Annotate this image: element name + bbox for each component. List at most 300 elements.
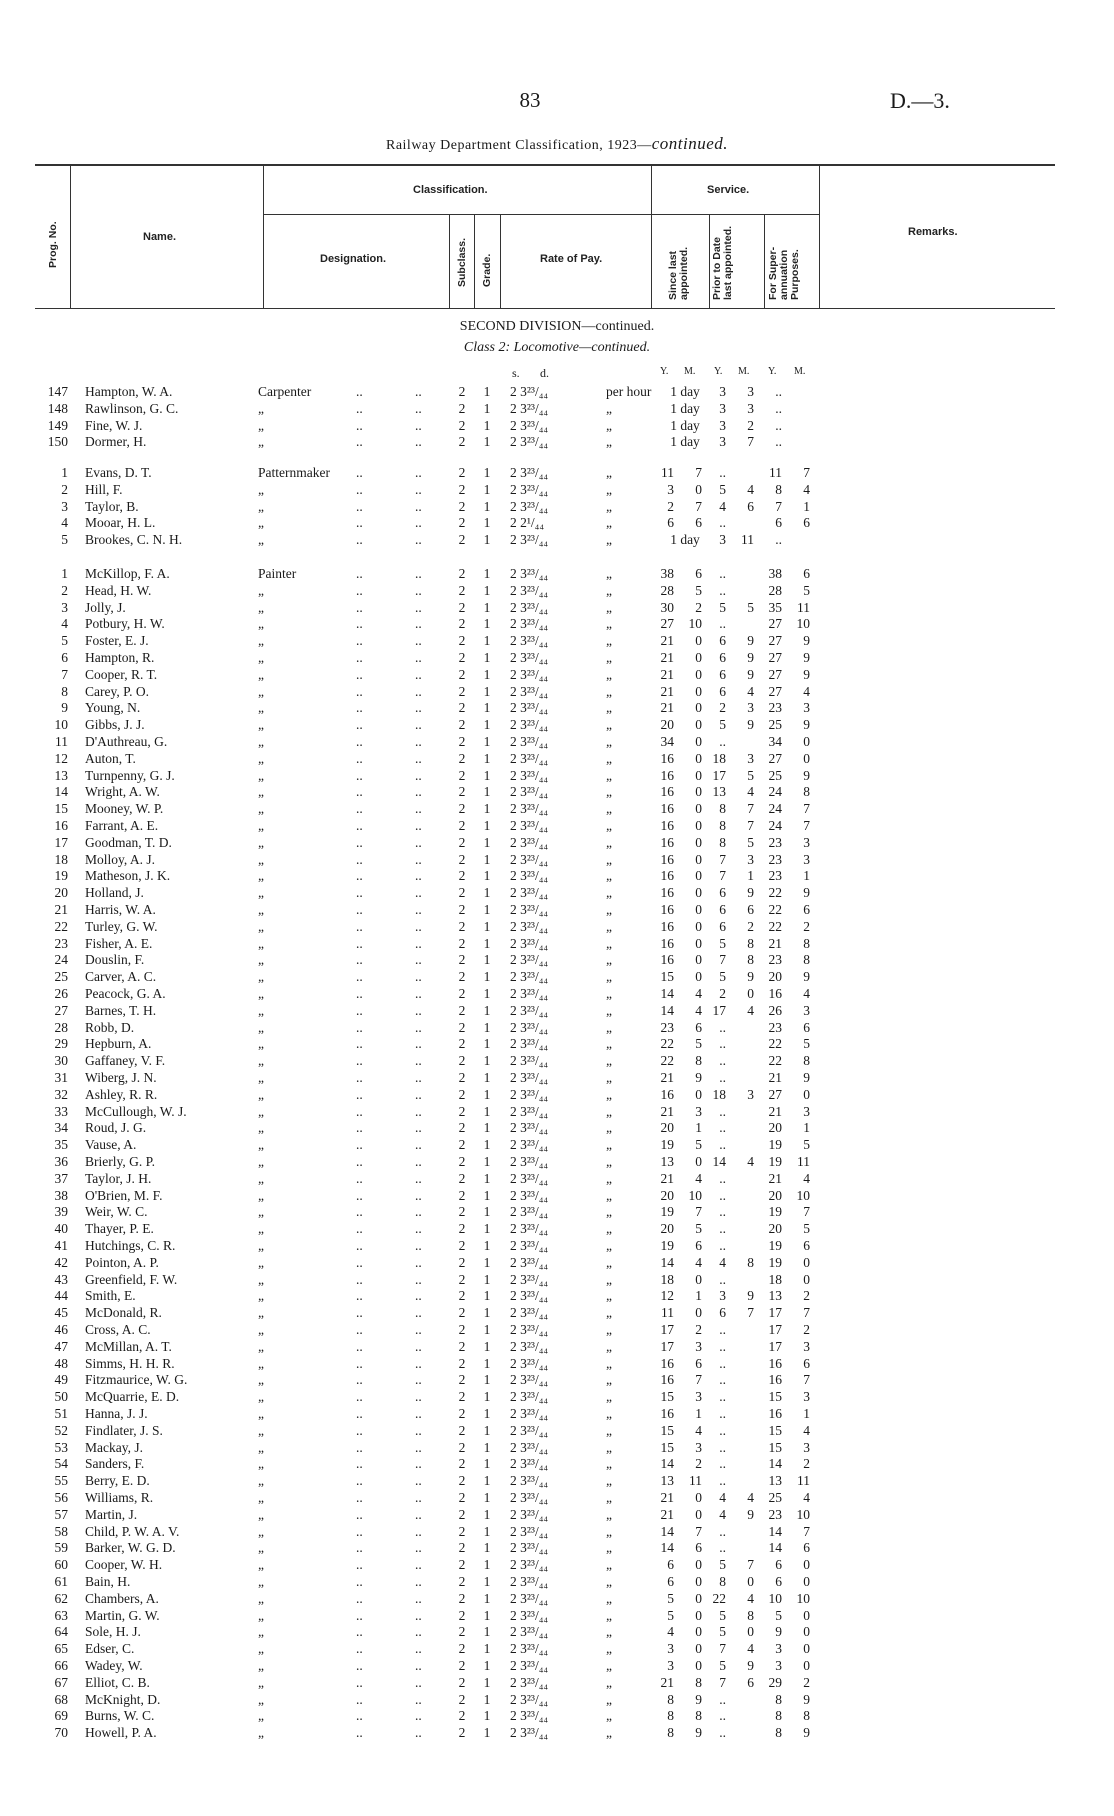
super-years-cell: 35 <box>768 599 782 615</box>
prog-no-cell: 63 <box>54 1607 68 1623</box>
prior-years-cell: .. <box>719 1103 726 1119</box>
rate-cell: 2 3²³/₄₄ <box>510 1103 549 1119</box>
subclass-cell: 2 <box>458 767 466 783</box>
since-years-cell: 11 <box>661 1305 674 1321</box>
designation-cell: „ <box>258 417 264 433</box>
prog-no-cell: 4 <box>61 616 68 632</box>
since-years-cell: 19 <box>660 1137 674 1153</box>
leader-dots: .. <box>415 1271 422 1287</box>
designation-cell: „ <box>258 1154 264 1169</box>
since-years-cell: 17 <box>660 1322 674 1337</box>
designation-cell: „ <box>258 1187 264 1203</box>
designation-cell: „ <box>258 1590 264 1606</box>
name-cell: McCullough, W. J. <box>85 1103 187 1119</box>
table-row <box>0 750 1114 767</box>
leader-dots: .. <box>356 1288 363 1304</box>
prog-no-cell: 43 <box>54 1271 68 1287</box>
name-cell: Head, H. W. <box>85 582 152 598</box>
name-cell: Turnpenny, G. J. <box>85 767 175 783</box>
table-row <box>0 632 1114 649</box>
since-years-cell: 11 <box>661 465 674 480</box>
grade-cell: 1 <box>483 851 491 867</box>
table-row <box>0 1573 1114 1590</box>
table-row <box>0 1136 1114 1153</box>
prior-months-cell: 9 <box>747 666 754 682</box>
since-months-cell: 6 <box>695 1355 702 1371</box>
super-years-cell: 24 <box>768 801 782 817</box>
designation-cell: „ <box>258 633 264 649</box>
since-months-cell: 3 <box>695 1389 702 1405</box>
leader-dots: .. <box>415 1372 422 1388</box>
name-cell: Harris, W. A. <box>85 902 156 917</box>
rate-cell: 2 2¹/₄₄ <box>510 515 545 531</box>
designation-cell: „ <box>258 1254 264 1270</box>
prior-years-cell: .. <box>719 1540 726 1556</box>
prior-years-cell: .. <box>719 1204 726 1220</box>
prior-months-cell: 9 <box>747 885 754 901</box>
prog-no-cell: 18 <box>54 851 68 867</box>
rate-cell: 2 3²³/₄₄ <box>510 1439 549 1455</box>
super-years-cell: 21 <box>768 935 782 951</box>
super-years-cell: 8 <box>775 1708 782 1724</box>
since-months-cell: 7 <box>695 1204 702 1220</box>
designation-cell: „ <box>258 1372 264 1388</box>
subclass-cell: 2 <box>458 868 466 884</box>
rate-cell: 2 3²³/₄₄ <box>510 1708 549 1724</box>
since-months-cell: 0 <box>695 717 702 733</box>
grade-cell: 1 <box>483 1540 491 1556</box>
subclass-cell: 2 <box>458 1490 466 1505</box>
super-months-cell: 1 <box>803 1120 810 1136</box>
prior-months-cell: 9 <box>747 1658 754 1673</box>
super-months-cell: 4 <box>803 481 810 497</box>
name-cell: Berry, E. D. <box>85 1473 150 1489</box>
super-years-cell: 27 <box>768 666 782 682</box>
prog-no-cell: 3 <box>61 498 68 514</box>
prior-years-cell: 22 <box>712 1590 726 1606</box>
leader-dots: .. <box>356 1086 363 1102</box>
leader-dots: .. <box>415 784 422 800</box>
designation-cell: „ <box>258 851 264 867</box>
since-months-cell: 7 <box>695 1372 702 1388</box>
super-months-cell: 0 <box>803 750 810 766</box>
rate-cell: 2 3²³/₄₄ <box>510 683 549 699</box>
section-class <box>0 340 1114 356</box>
name-cell: Cooper, R. T. <box>85 666 158 682</box>
header-prior-to-date <box>712 220 734 300</box>
prior-months-cell: 9 <box>747 1288 754 1304</box>
name-cell: Howell, P. A. <box>85 1725 157 1741</box>
table-row <box>0 1271 1114 1288</box>
grade-cell: 1 <box>483 1456 491 1472</box>
subclass-cell: 2 <box>458 986 466 1001</box>
rate-unit-cell: „ <box>606 986 612 1001</box>
grade-cell: 1 <box>483 1422 491 1438</box>
since-months-cell: 0 <box>695 885 702 901</box>
leader-dots: .. <box>356 465 363 480</box>
leader-dots: .. <box>356 818 363 833</box>
grade-cell: 1 <box>483 1372 491 1388</box>
table-row <box>0 1657 1114 1674</box>
since-years-cell: 21 <box>660 633 674 649</box>
since-years-cell: 14 <box>660 1456 674 1472</box>
prior-months-cell: 3 <box>747 1086 754 1102</box>
table-row <box>0 699 1114 716</box>
subclass-cell: 2 <box>458 1271 466 1287</box>
prog-no-cell: 66 <box>54 1658 68 1673</box>
rate-cell: 2 3²³/₄₄ <box>510 952 549 968</box>
super-years-cell: 38 <box>768 566 782 581</box>
designation-cell: „ <box>258 1674 264 1690</box>
prog-no-cell: 8 <box>61 683 68 699</box>
super-months-cell: 0 <box>803 1658 810 1673</box>
leader-dots: .. <box>415 515 422 531</box>
leader-dots: .. <box>415 1036 422 1052</box>
designation-cell: „ <box>258 683 264 699</box>
leader-dots: .. <box>415 1120 422 1136</box>
grade-cell: 1 <box>483 1557 491 1573</box>
subclass-cell: 2 <box>458 616 466 632</box>
rate-cell: 2 3²³/₄₄ <box>510 750 549 766</box>
subclass-cell: 2 <box>458 952 466 968</box>
title-suffix: continued. <box>651 134 729 153</box>
super-months-cell: 4 <box>803 1490 810 1505</box>
since-years-cell: 16 <box>660 1406 674 1421</box>
super-years-cell: 20 <box>768 1221 782 1237</box>
prog-no-cell: 37 <box>54 1170 68 1186</box>
rate-cell: 2 3²³/₄₄ <box>510 1456 549 1472</box>
prior-months-cell: 3 <box>747 851 754 867</box>
since-years-cell: 21 <box>660 700 674 716</box>
leader-dots: .. <box>356 400 363 416</box>
rate-unit-cell: „ <box>606 1624 612 1640</box>
prog-no-cell: 51 <box>54 1406 68 1421</box>
subclass-cell: 2 <box>458 1036 466 1052</box>
prior-months-cell: 1 <box>747 868 754 884</box>
prog-no-cell: 20 <box>54 885 68 901</box>
leader-dots: .. <box>356 1053 363 1069</box>
rate-unit-cell: „ <box>606 1170 612 1186</box>
rate-cell: 2 3²³/₄₄ <box>510 1590 549 1606</box>
leader-dots: .. <box>415 1355 422 1371</box>
leader-dots: .. <box>415 384 422 399</box>
rate-cell: 2 3²³/₄₄ <box>510 599 549 615</box>
leader-dots: .. <box>415 1422 422 1438</box>
since-years-cell: 2 <box>667 498 674 514</box>
leader-dots: .. <box>356 1708 363 1724</box>
rate-unit-cell: „ <box>606 717 612 733</box>
rate-cell: 2 3²³/₄₄ <box>510 1557 549 1573</box>
prog-no-cell: 48 <box>54 1355 68 1371</box>
since-months-cell: 0 <box>695 767 702 783</box>
prior-years-cell: .. <box>719 616 726 632</box>
prior-years-cell: 5 <box>719 599 726 615</box>
prog-no-cell: 60 <box>54 1557 68 1573</box>
prior-years-cell: 8 <box>719 834 726 850</box>
table-row <box>0 1287 1114 1304</box>
rate-cell: 2 3²³/₄₄ <box>510 1002 549 1018</box>
grade-cell: 1 <box>483 1725 491 1741</box>
super-years-cell: 20 <box>768 1120 782 1136</box>
prior-months-cell: 3 <box>747 400 754 416</box>
leader-dots: .. <box>415 734 422 749</box>
since-years-cell: 13 <box>660 1154 674 1169</box>
table-row <box>0 1640 1114 1657</box>
grade-cell: 1 <box>483 599 491 615</box>
page-number: 83 <box>519 88 541 112</box>
since-years-cell: 16 <box>660 851 674 867</box>
prior-years-cell: 8 <box>719 1574 726 1589</box>
super-months-cell: 10 <box>796 616 810 632</box>
prior-years-cell: .. <box>719 1338 726 1354</box>
rate-unit-cell: „ <box>606 1590 612 1606</box>
prior-months-cell: 2 <box>747 918 754 934</box>
subclass-cell: 2 <box>458 1322 466 1337</box>
prior-years-cell: .. <box>719 1238 726 1253</box>
rate-unit-cell: „ <box>606 767 612 783</box>
designation-cell: „ <box>258 616 264 632</box>
prior-years-cell: .. <box>719 1372 726 1388</box>
grade-cell: 1 <box>483 1154 491 1169</box>
name-cell: Evans, D. T. <box>85 465 152 480</box>
name-cell: Hepburn, A. <box>85 1036 152 1052</box>
super-years-cell: 24 <box>768 784 782 800</box>
leader-dots: .. <box>415 616 422 632</box>
rate-unit-cell: „ <box>606 902 612 917</box>
prog-no-cell: 54 <box>54 1456 68 1472</box>
table-row <box>0 1254 1114 1271</box>
super-years-cell: 26 <box>768 1002 782 1018</box>
prior-years-cell: 6 <box>719 902 726 917</box>
since-months-cell: 3 <box>695 1338 702 1354</box>
designation-cell: „ <box>258 1540 264 1556</box>
header-prog-no: Prog. No. <box>47 221 59 268</box>
rate-unit-cell: „ <box>606 700 612 716</box>
rate-unit-cell: „ <box>606 1187 612 1203</box>
rate-cell: 2 3²³/₄₄ <box>510 1221 549 1237</box>
name-cell: Holland, J. <box>85 885 144 901</box>
rate-unit-cell: „ <box>606 1305 612 1321</box>
leader-dots: .. <box>356 683 363 699</box>
since-months-cell: 7 <box>695 1523 702 1539</box>
prior-years-cell: .. <box>719 1271 726 1287</box>
rate-cell: 2 3²³/₄₄ <box>510 851 549 867</box>
leader-dots: .. <box>415 1691 422 1707</box>
super-months-cell: 8 <box>803 1708 810 1724</box>
table-row <box>0 783 1114 800</box>
name-cell: Young, N. <box>85 700 141 716</box>
since-years-cell: 12 <box>660 1288 674 1304</box>
grade-cell: 1 <box>483 400 491 416</box>
subclass-cell: 2 <box>458 1658 466 1673</box>
header-divider <box>709 214 710 308</box>
rate-unit-cell: „ <box>606 1036 612 1052</box>
prog-no-cell: 10 <box>54 717 68 733</box>
subclass-cell: 2 <box>458 582 466 598</box>
since-years-cell: 16 <box>660 1086 674 1102</box>
prog-no-cell: 64 <box>54 1624 68 1640</box>
table-row <box>0 1691 1114 1708</box>
prior-months-cell: 4 <box>747 1154 754 1169</box>
rate-cell: 2 3²³/₄₄ <box>510 734 549 749</box>
grade-cell: 1 <box>483 481 491 497</box>
leader-dots: .. <box>356 734 363 749</box>
prior-years-cell: 4 <box>719 1490 726 1505</box>
name-cell: Child, P. W. A. V. <box>85 1523 180 1539</box>
table-row <box>0 1035 1114 1052</box>
prog-no-cell: 49 <box>54 1372 68 1388</box>
prog-no-cell: 3 <box>61 599 68 615</box>
leader-dots: .. <box>415 918 422 934</box>
grade-cell: 1 <box>483 1490 491 1505</box>
grade-cell: 1 <box>483 498 491 514</box>
leader-dots: .. <box>415 1338 422 1354</box>
grade-cell: 1 <box>483 1221 491 1237</box>
super-months-cell: 4 <box>803 1170 810 1186</box>
since-years-cell: 15 <box>660 1389 674 1405</box>
designation-cell: „ <box>258 935 264 951</box>
subclass-cell: 2 <box>458 1238 466 1253</box>
super-months-cell: 4 <box>803 683 810 699</box>
rate-cell: 2 3²³/₄₄ <box>510 885 549 901</box>
since-months-cell: 5 <box>695 1221 702 1237</box>
designation-cell: „ <box>258 801 264 817</box>
leader-dots: .. <box>415 465 422 480</box>
grade-cell: 1 <box>483 1019 491 1035</box>
prog-no-cell: 57 <box>54 1506 68 1522</box>
since-years-cell: 4 <box>667 1624 674 1640</box>
super-months-cell: 3 <box>803 1338 810 1354</box>
super-years-cell: 15 <box>768 1389 782 1405</box>
rate-cell: 2 3²³/₄₄ <box>510 1406 549 1421</box>
leader-dots: .. <box>415 717 422 733</box>
header-subclass: Subclass. <box>456 237 468 287</box>
rate-cell: 2 3²³/₄₄ <box>510 717 549 733</box>
super-months-cell: 1 <box>803 498 810 514</box>
rate-cell: 2 3²³/₄₄ <box>510 1187 549 1203</box>
prior-months-cell: 8 <box>747 935 754 951</box>
leader-dots: .. <box>415 1674 422 1690</box>
name-cell: Jolly, J. <box>85 599 126 615</box>
leader-dots: .. <box>356 417 363 433</box>
name-cell: Gibbs, J. J. <box>85 717 145 733</box>
rate-unit-cell: „ <box>606 851 612 867</box>
table-row <box>0 1002 1114 1019</box>
prog-no-cell: 15 <box>54 801 68 817</box>
grade-cell: 1 <box>483 1338 491 1354</box>
since-months-cell: 3 <box>695 1439 702 1455</box>
prior-months-cell: 0 <box>747 986 754 1001</box>
since-appointed-cell: 1 day <box>670 434 700 450</box>
unit-shillings: s. <box>512 366 520 380</box>
subclass-cell: 2 <box>458 1154 466 1169</box>
leader-dots: .. <box>415 834 422 850</box>
since-months-cell: 11 <box>689 1473 702 1489</box>
grade-cell: 1 <box>483 1691 491 1707</box>
rate-cell: 2 3²³/₄₄ <box>510 918 549 934</box>
designation-cell: „ <box>258 1473 264 1489</box>
since-years-cell: 21 <box>660 666 674 682</box>
designation-cell: „ <box>258 1036 264 1052</box>
rate-cell: 2 3²³/₄₄ <box>510 1490 549 1505</box>
since-years-cell: 18 <box>660 1271 674 1287</box>
rate-cell: 2 3²³/₄₄ <box>510 1691 549 1707</box>
designation-cell: „ <box>258 1389 264 1405</box>
grade-cell: 1 <box>483 801 491 817</box>
subclass-cell: 2 <box>458 1523 466 1539</box>
super-years-cell: 14 <box>768 1523 782 1539</box>
table-row <box>0 1539 1114 1556</box>
table-row <box>0 433 1114 450</box>
leader-dots: .. <box>356 1674 363 1690</box>
designation-cell: „ <box>258 784 264 800</box>
table-row <box>0 1237 1114 1254</box>
table-row <box>0 1187 1114 1204</box>
leader-dots: .. <box>415 1288 422 1304</box>
prior-years-cell: .. <box>719 1473 726 1489</box>
since-years-cell: 22 <box>660 1036 674 1052</box>
name-cell: Mooney, W. P. <box>85 801 164 817</box>
since-years-cell: 21 <box>660 650 674 665</box>
super-months-cell: 6 <box>803 515 810 531</box>
rate-cell: 2 3²³/₄₄ <box>510 481 549 497</box>
rate-unit-cell: „ <box>606 1708 612 1724</box>
name-cell: McQuarrie, E. D. <box>85 1389 180 1405</box>
prior-years-cell: 7 <box>719 1641 726 1657</box>
super-years-cell: 10 <box>768 1590 782 1606</box>
prior-years-cell: 4 <box>719 1506 726 1522</box>
super-months-cell: 1 <box>803 1406 810 1421</box>
super-months-cell: 2 <box>803 1322 810 1337</box>
subclass-cell: 2 <box>458 902 466 917</box>
rate-unit-cell: „ <box>606 784 612 800</box>
grade-cell: 1 <box>483 1389 491 1405</box>
super-years-cell: 8 <box>775 481 782 497</box>
designation-cell: „ <box>258 717 264 733</box>
table-row <box>0 1052 1114 1069</box>
name-cell: Wiberg, J. N. <box>85 1070 157 1085</box>
rate-unit-cell: „ <box>606 1204 612 1220</box>
subclass-cell: 2 <box>458 1086 466 1102</box>
header-service: Service. <box>707 184 750 196</box>
super-months-cell: 10 <box>796 1506 810 1522</box>
rate-unit-cell: „ <box>606 1221 612 1237</box>
designation-cell: „ <box>258 1406 264 1421</box>
rate-unit-cell: „ <box>606 1658 612 1673</box>
subclass-cell: 2 <box>458 918 466 934</box>
leader-dots: .. <box>356 1641 363 1657</box>
subclass-cell: 2 <box>458 1002 466 1018</box>
name-cell: Carey, P. O. <box>85 683 149 699</box>
leader-dots: .. <box>415 1624 422 1640</box>
since-years-cell: 16 <box>660 750 674 766</box>
super-months-cell: 4 <box>803 1422 810 1438</box>
table-row <box>0 1489 1114 1506</box>
super-years-cell: 19 <box>768 1154 782 1169</box>
table-row <box>0 1607 1114 1624</box>
since-appointed-cell: 1 day <box>670 417 700 433</box>
prog-no-cell: 38 <box>54 1187 68 1203</box>
prior-years-cell: 6 <box>719 918 726 934</box>
prior-months-cell: 9 <box>747 717 754 733</box>
super-years-cell: 23 <box>768 1506 782 1522</box>
prog-no-cell: 67 <box>54 1674 68 1690</box>
subclass-cell: 2 <box>458 1674 466 1690</box>
rate-cell: 2 3²³/₄₄ <box>510 1137 549 1153</box>
rate-cell: 2 3²³/₄₄ <box>510 818 549 833</box>
leader-dots: .. <box>356 1271 363 1287</box>
designation-cell: „ <box>258 1624 264 1640</box>
